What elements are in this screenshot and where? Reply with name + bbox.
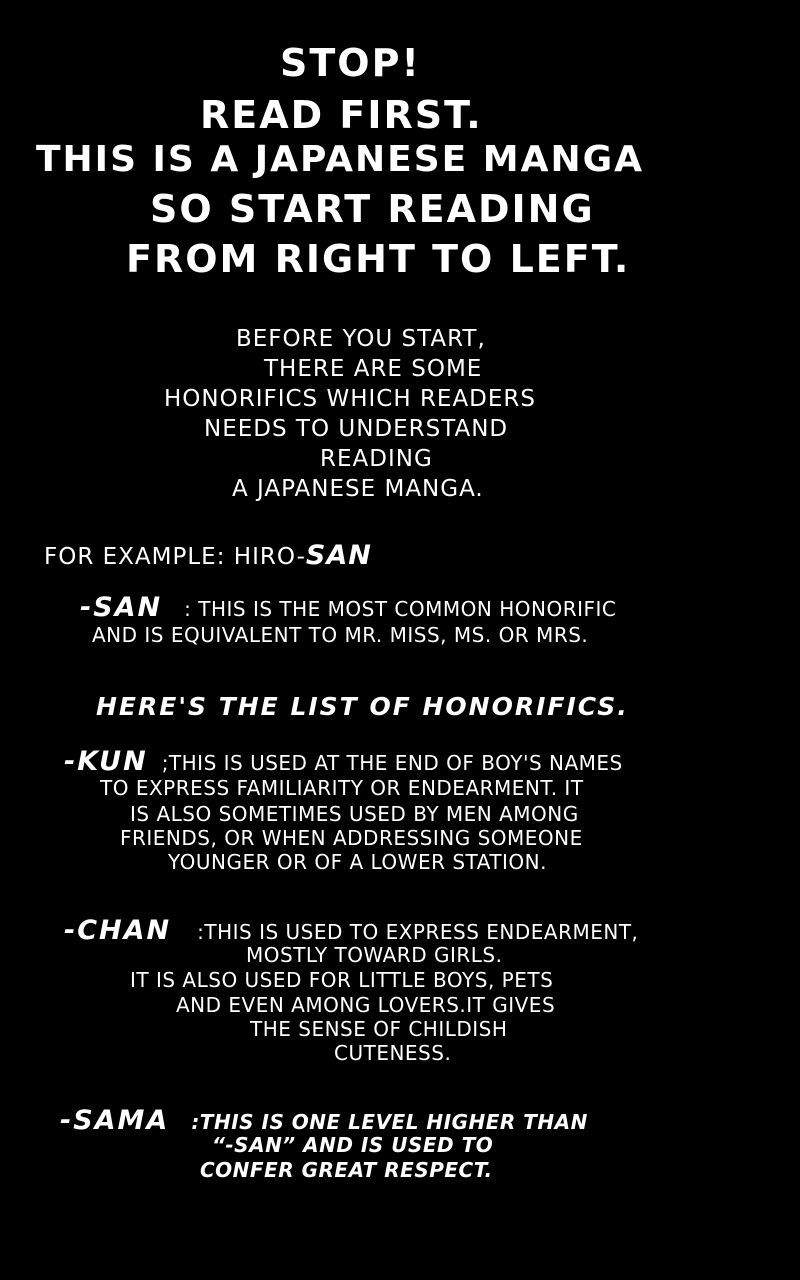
header-line-start-reading: SO START READING [150, 187, 595, 231]
example-prefix: FOR EXAMPLE: HIRO- [44, 544, 306, 570]
list-heading: HERE'S THE LIST OF HONORIFICS. [96, 692, 629, 721]
kun-desc-1: ;THIS IS USED AT THE END OF BOY'S NAMES [161, 751, 623, 775]
chan-term: -CHAN [64, 915, 172, 946]
chan-desc-2: MOSTLY TOWARD GIRLS. [246, 943, 503, 967]
intro-line-6: A JAPANESE MANGA. [232, 476, 484, 502]
sama-line-1 [60, 1107, 588, 1134]
kun-desc-5: YOUNGER OR OF A LOWER STATION. [168, 850, 547, 874]
kun-desc-2: TO EXPRESS FAMILIARITY OR ENDEARMENT. IT [100, 776, 584, 800]
chan-desc-3: IT IS ALSO USED FOR LITTLE BOYS, PETS [130, 968, 554, 992]
chan-desc-1: :THIS IS USED TO EXPRESS ENDEARMENT, [197, 920, 639, 944]
chan-line-1 [64, 917, 638, 944]
header-line-japanese-manga: THIS IS A JAPANESE MANGA [36, 139, 644, 180]
sama-desc-1: :THIS IS ONE LEVEL HIGHER THAN [191, 1110, 588, 1134]
kun-desc-4: FRIENDS, OR WHEN ADDRESSING SOMEONE [120, 826, 583, 850]
intro-line-4: NEEDS TO UNDERSTAND [204, 416, 509, 442]
intro-line-1: BEFORE YOU START, [236, 326, 486, 352]
intro-line-3: HONORIFICS WHICH READERS [164, 386, 537, 412]
intro-line-2: THERE ARE SOME [264, 356, 483, 382]
kun-term: -KUN [64, 746, 148, 777]
chan-desc-5: THE SENSE OF CHILDISH [250, 1017, 508, 1041]
san-desc-2: AND IS EQUIVALENT TO MR. MISS, MS. OR MRS. [92, 623, 589, 647]
header-line-stop: STOP! [280, 41, 421, 85]
san-term: -SAN [80, 592, 163, 623]
san-desc-1: : THIS IS THE MOST COMMON HONORIFIC [184, 597, 617, 621]
intro-line-5: READING [320, 446, 433, 472]
san-line-1 [80, 594, 616, 621]
sama-desc-3: CONFER GREAT RESPECT. [200, 1158, 493, 1182]
kun-desc-3: IS ALSO SOMETIMES USED BY MEN AMONG [130, 802, 579, 826]
example-suffix: SAN [305, 540, 372, 571]
chan-desc-6: CUTENESS. [334, 1041, 452, 1065]
sama-desc-2: “-SAN” AND IS USED TO [212, 1133, 494, 1157]
header-line-read-first: READ FIRST. [200, 93, 483, 137]
example-line [44, 542, 372, 569]
header-line-right-to-left: FROM RIGHT TO LEFT. [126, 237, 631, 281]
kun-line-1 [64, 748, 623, 775]
sama-term: -SAMA [60, 1105, 170, 1136]
chan-desc-4: AND EVEN AMONG LOVERS.IT GIVES [176, 993, 556, 1017]
